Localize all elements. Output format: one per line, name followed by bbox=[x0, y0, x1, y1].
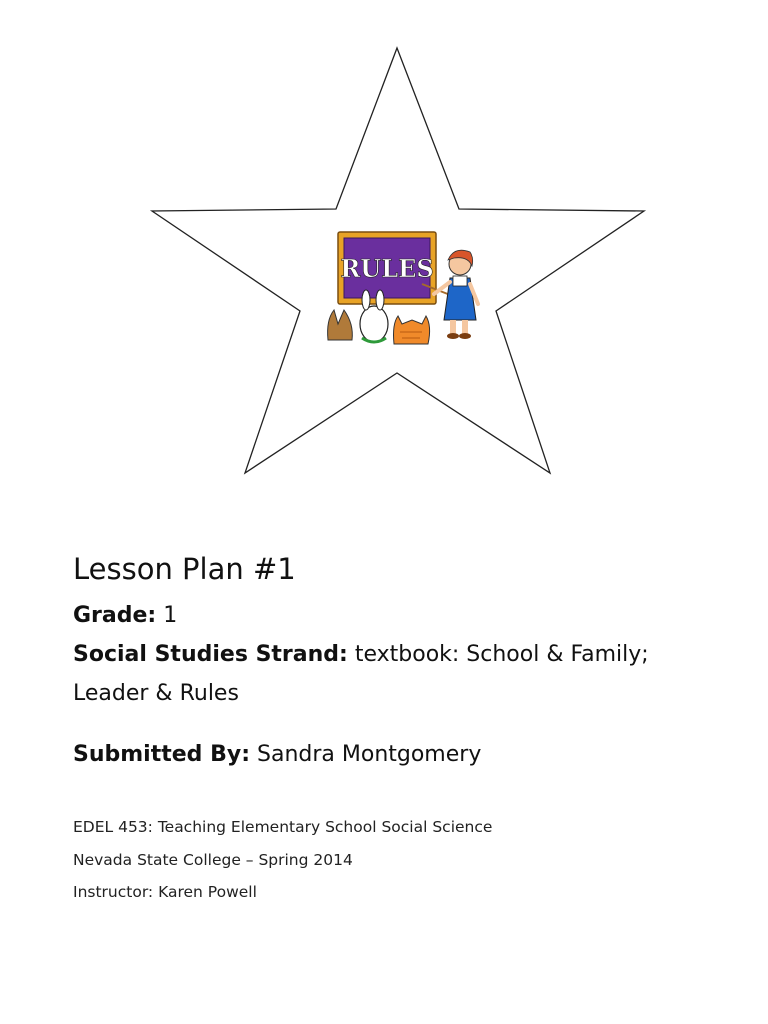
strand-label: Social Studies Strand: bbox=[73, 642, 348, 667]
strand-line-continued: Leader & Rules bbox=[73, 681, 239, 706]
grade-line bbox=[73, 603, 177, 628]
grade-label: Grade: bbox=[73, 603, 157, 628]
course-line: EDEL 453: Teaching Elementary School Social Science bbox=[73, 818, 493, 836]
rules-clipart-image bbox=[322, 228, 482, 350]
lesson-title: Lesson Plan #1 bbox=[73, 552, 296, 586]
board-text: RULES bbox=[340, 254, 434, 283]
grade-value: 1 bbox=[163, 603, 178, 628]
strand-line bbox=[73, 642, 649, 667]
college-line: Nevada State College – Spring 2014 bbox=[73, 851, 353, 869]
submitted-label: Submitted By: bbox=[73, 742, 250, 767]
submitted-value: Sandra Montgomery bbox=[257, 742, 482, 767]
instructor-line: Instructor: Karen Powell bbox=[73, 883, 257, 901]
submitted-line bbox=[73, 742, 481, 767]
strand-value: textbook: School & Family; bbox=[354, 642, 649, 667]
